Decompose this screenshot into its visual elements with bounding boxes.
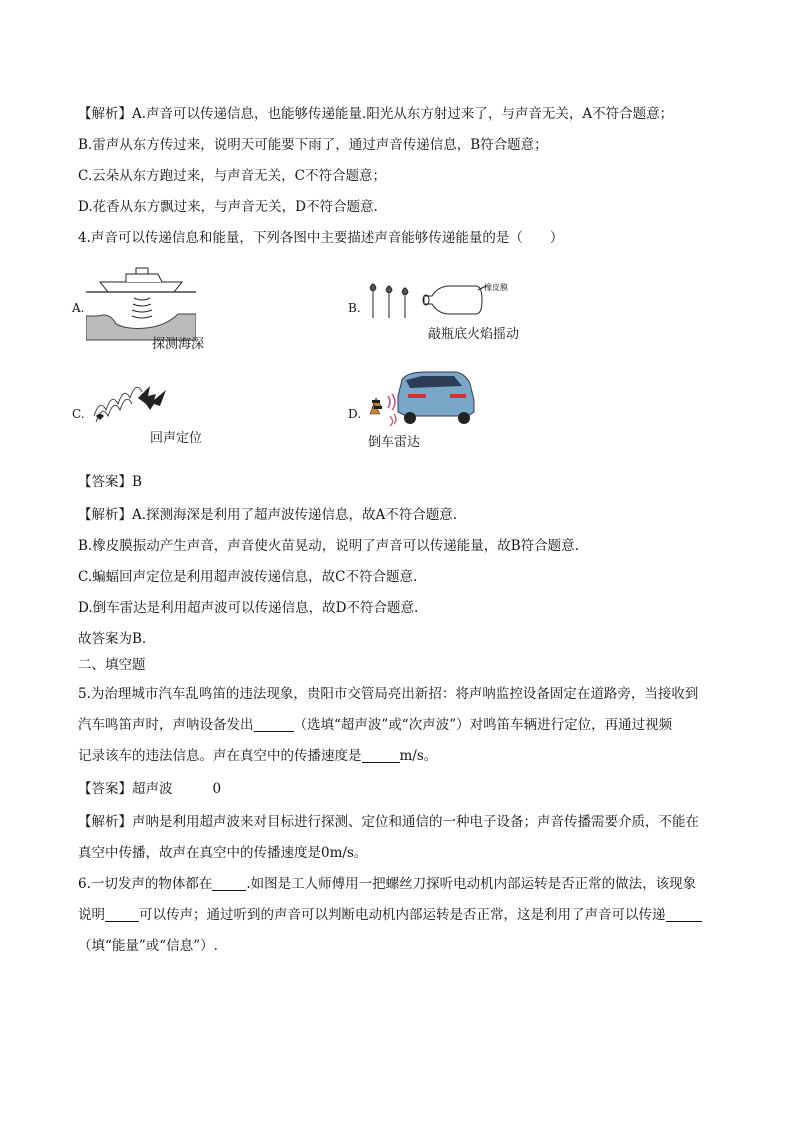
car-reverse-radar-illustration <box>366 370 478 432</box>
bat-echolocation-illustration <box>90 376 170 428</box>
option-d-caption: 倒车雷达 <box>368 435 421 450</box>
q4-analysis-d: D.倒车雷达是利用超声波可以传递信息，故D不符合题意. <box>78 600 419 616</box>
q5-blank-2[interactable] <box>362 748 400 763</box>
q6-line2 <box>78 905 702 925</box>
q4-stem: 4.声音可以传递信息和能量，下列各图中主要描述声音能够传递能量的是（ ） <box>78 230 564 246</box>
q6-line3: （填“能量”或“信息”）. <box>78 938 218 954</box>
q6-blank-3[interactable] <box>666 907 702 922</box>
q4-analysis-b: B.橡皮膜振动产生声音，声音使火苗晃动，说明了声音可以传递能量，故B符合题意. <box>78 538 579 554</box>
q6-line1-after-blank: .如图是工人师傅用一把螺丝刀探听电动机内部运转是否正常的做法，该现象 <box>246 876 697 892</box>
q3-analysis-a: 【解析】A.声音可以传递信息，也能够传递能量.阳光从东方射过来了，与声音无关，A不符合题意； <box>78 106 674 122</box>
q5-line2-before-blank: 汽车鸣笛声时，声呐设备发出 <box>78 717 254 733</box>
q5-answer-prefix: 【答案】超声波 <box>78 781 173 797</box>
option-a-label: A. <box>72 301 85 315</box>
section-title: 二、填空题 <box>78 657 146 673</box>
q5-analysis-line2: 真空中传播，故声在真空中的传播速度是0m/s。 <box>78 845 368 861</box>
q4-analysis-a: 【解析】A.探测海深是利用了超声波传递信息，故A不符合题意. <box>78 507 458 523</box>
option-c-caption: 回声定位 <box>150 431 203 446</box>
option-d-label: D. <box>348 407 362 421</box>
q5-line2-after-blank: （选填“超声波”或“次声波”）对鸣笛车辆进行定位，再通过视频 <box>293 717 673 733</box>
rubber-membrane-tag: 橡皮膜 <box>484 283 508 292</box>
q6-blank-1[interactable] <box>212 876 246 891</box>
q6-blank-2[interactable] <box>105 907 139 922</box>
q5-line3-before-blank: 记录该车的违法信息。声在真空中的传播速度是 <box>78 748 362 764</box>
option-c-label: C. <box>72 407 85 421</box>
q6-line1-before-blank: 6.一切发声的物体都在 <box>78 876 213 892</box>
q6-line2-after-blank: 可以传声；通过听到的声音可以判断电动机内部运转是否正常，这是利用了声音可以传递 <box>139 907 666 923</box>
q5-blank-1[interactable] <box>254 717 294 732</box>
q3-analysis-c: C.云朵从东方跑过来，与声音无关，C不符合题意； <box>78 168 386 184</box>
q4-conclusion: 故答案为B. <box>78 631 147 647</box>
ship-sonar-illustration <box>86 262 196 342</box>
q5-analysis-line1: 【解析】声呐是利用超声波来对目标进行探测、定位和通信的一种电子设备；声音传播需要介质，不能在 <box>78 814 699 830</box>
q5-answer-value: 0 <box>212 781 222 797</box>
q5-line3 <box>78 746 437 766</box>
q5-line2 <box>78 715 672 735</box>
option-a-caption: 探测海深 <box>152 337 205 352</box>
q5-line1: 5.为治理城市汽车乱鸣笛的违法现象，贵阳市交管局亮出新招：将声呐监控设备固定在道路旁，当接收到 <box>78 686 699 702</box>
q5-answer <box>78 779 221 799</box>
q3-analysis-d: D.花香从东方飘过来，与声音无关，D不符合题意. <box>78 199 378 215</box>
q5-line3-after-blank: m/s。 <box>399 748 438 764</box>
q6-line2-before-blank: 说明 <box>78 907 105 923</box>
q6-line1 <box>78 874 696 894</box>
q3-analysis-b: B.雷声从东方传过来，说明天可能要下雨了，通过声音传递信息，B符合题意； <box>78 137 548 153</box>
option-b-caption: 敲瓶底火焰摇动 <box>428 327 520 342</box>
q4-answer: 【答案】B <box>78 474 142 490</box>
q4-analysis-c: C.蝙蝠回声定位是利用超声波传递信息，故C不符合题意. <box>78 569 418 585</box>
option-b-label: B. <box>348 301 361 315</box>
